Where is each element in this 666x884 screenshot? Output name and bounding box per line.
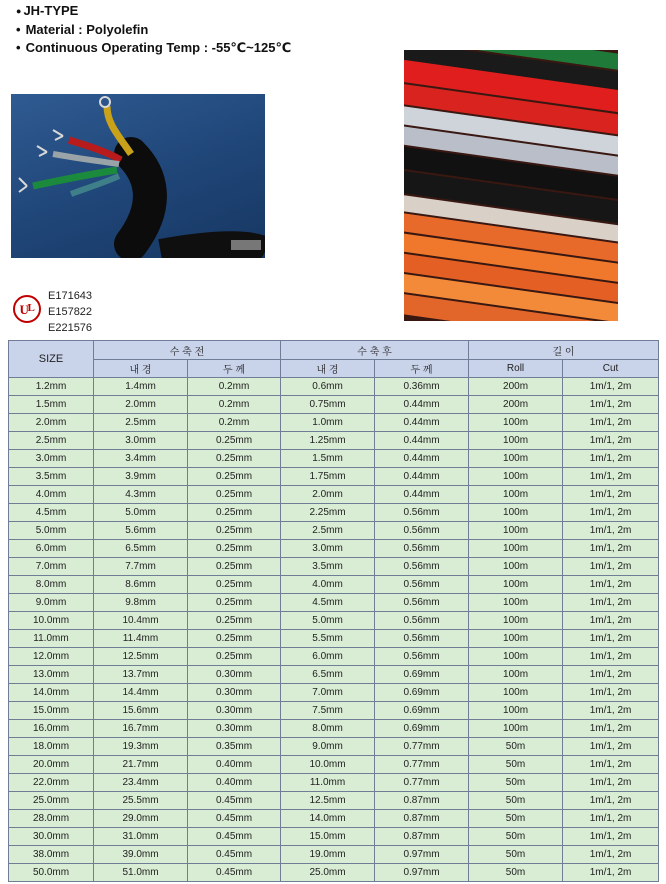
cell-thickness-before: 0.30mm: [188, 720, 281, 738]
cell-size: 16.0mm: [9, 720, 94, 738]
cell-roll: 100m: [469, 594, 563, 612]
cell-roll: 100m: [469, 576, 563, 594]
table-row: [9, 792, 659, 810]
cell-cut: 1m/1, 2m: [563, 594, 659, 612]
cell-thickness-before: 0.2mm: [188, 396, 281, 414]
product-title: ● JH-TYPE: [16, 2, 291, 21]
cell-inner-diameter-before: 13.7mm: [94, 666, 188, 684]
cell-cut: 1m/1, 2m: [563, 810, 659, 828]
cell-roll: 100m: [469, 630, 563, 648]
cell-inner-diameter-after: 3.5mm: [281, 558, 375, 576]
cell-thickness-before: 0.25mm: [188, 630, 281, 648]
certification-list: [48, 288, 92, 336]
cell-roll: 200m: [469, 378, 563, 396]
cell-roll: 100m: [469, 702, 563, 720]
cell-inner-diameter-before: 9.8mm: [94, 594, 188, 612]
cell-thickness-before: 0.45mm: [188, 846, 281, 864]
cell-inner-diameter-after: 3.0mm: [281, 540, 375, 558]
table-row: [9, 558, 659, 576]
cell-inner-diameter-before: 11.4mm: [94, 630, 188, 648]
cell-size: 38.0mm: [9, 846, 94, 864]
cell-thickness-after: 0.87mm: [375, 828, 469, 846]
cell-inner-diameter-before: 6.5mm: [94, 540, 188, 558]
cell-thickness-after: 0.69mm: [375, 720, 469, 738]
cell-size: 28.0mm: [9, 810, 94, 828]
col-thickness-after: 두 께: [375, 360, 469, 378]
cell-roll: 100m: [469, 558, 563, 576]
table-row: [9, 630, 659, 648]
cell-size: 4.0mm: [9, 486, 94, 504]
col-size-header: SIZE: [9, 341, 94, 378]
cell-inner-diameter-before: 3.9mm: [94, 468, 188, 486]
table-row: [9, 702, 659, 720]
cell-thickness-after: 0.69mm: [375, 666, 469, 684]
cell-inner-diameter-before: 7.7mm: [94, 558, 188, 576]
cell-thickness-after: 0.44mm: [375, 450, 469, 468]
cell-thickness-after: 0.77mm: [375, 774, 469, 792]
cell-inner-diameter-before: 29.0mm: [94, 810, 188, 828]
cell-thickness-after: 0.69mm: [375, 702, 469, 720]
svg-text:U: U: [19, 302, 29, 317]
cell-inner-diameter-after: 14.0mm: [281, 810, 375, 828]
cell-thickness-before: 0.2mm: [188, 414, 281, 432]
table-row: [9, 774, 659, 792]
cell-inner-diameter-before: 25.5mm: [94, 792, 188, 810]
group-after-shrink: 수 축 후: [281, 341, 469, 360]
cell-inner-diameter-before: 14.4mm: [94, 684, 188, 702]
cell-cut: 1m/1, 2m: [563, 630, 659, 648]
cell-size: 6.0mm: [9, 540, 94, 558]
cell-thickness-before: 0.25mm: [188, 576, 281, 594]
cell-cut: 1m/1, 2m: [563, 666, 659, 684]
cell-roll: 100m: [469, 612, 563, 630]
cell-inner-diameter-after: 12.5mm: [281, 792, 375, 810]
table-row: [9, 540, 659, 558]
spec-table-body: [9, 378, 659, 882]
cell-inner-diameter-after: 1.0mm: [281, 414, 375, 432]
table-row: [9, 522, 659, 540]
cell-thickness-before: 0.45mm: [188, 828, 281, 846]
cell-thickness-before: 0.25mm: [188, 594, 281, 612]
cell-inner-diameter-after: 8.0mm: [281, 720, 375, 738]
cell-roll: 200m: [469, 396, 563, 414]
cell-cut: 1m/1, 2m: [563, 576, 659, 594]
cell-inner-diameter-before: 5.6mm: [94, 522, 188, 540]
cell-size: 13.0mm: [9, 666, 94, 684]
cell-size: 10.0mm: [9, 612, 94, 630]
cell-cut: 1m/1, 2m: [563, 756, 659, 774]
col-inner-diameter-before: 내 경: [94, 360, 188, 378]
cell-cut: 1m/1, 2m: [563, 450, 659, 468]
table-row: [9, 612, 659, 630]
cell-thickness-before: 0.25mm: [188, 648, 281, 666]
cell-cut: 1m/1, 2m: [563, 414, 659, 432]
cell-roll: 50m: [469, 756, 563, 774]
cell-size: 4.5mm: [9, 504, 94, 522]
cell-cut: 1m/1, 2m: [563, 396, 659, 414]
cell-inner-diameter-after: 10.0mm: [281, 756, 375, 774]
cell-cut: 1m/1, 2m: [563, 684, 659, 702]
cell-cut: 1m/1, 2m: [563, 648, 659, 666]
col-roll: Roll: [469, 360, 563, 378]
cell-inner-diameter-after: 19.0mm: [281, 846, 375, 864]
table-row: [9, 756, 659, 774]
cell-inner-diameter-after: 2.25mm: [281, 504, 375, 522]
cell-inner-diameter-before: 19.3mm: [94, 738, 188, 756]
cell-inner-diameter-after: 9.0mm: [281, 738, 375, 756]
cell-inner-diameter-after: 0.75mm: [281, 396, 375, 414]
cell-cut: 1m/1, 2m: [563, 612, 659, 630]
table-row: [9, 684, 659, 702]
cell-inner-diameter-after: 1.25mm: [281, 432, 375, 450]
table-row: [9, 468, 659, 486]
cell-thickness-before: 0.25mm: [188, 540, 281, 558]
cell-size: 14.0mm: [9, 684, 94, 702]
cell-roll: 50m: [469, 846, 563, 864]
cell-roll: 100m: [469, 468, 563, 486]
cell-roll: 100m: [469, 486, 563, 504]
cell-size: 5.0mm: [9, 522, 94, 540]
svg-text:L: L: [27, 302, 35, 314]
cell-roll: 50m: [469, 774, 563, 792]
temperature-spec: • Continuous Operating Temp : -55℃~125℃: [16, 39, 291, 57]
table-row: [9, 810, 659, 828]
cell-thickness-before: 0.45mm: [188, 792, 281, 810]
cell-size: 3.5mm: [9, 468, 94, 486]
cell-size: 30.0mm: [9, 828, 94, 846]
cell-thickness-before: 0.25mm: [188, 612, 281, 630]
cell-inner-diameter-before: 39.0mm: [94, 846, 188, 864]
tubing-colors-photo: [404, 50, 618, 321]
cell-thickness-before: 0.25mm: [188, 558, 281, 576]
cell-size: 50.0mm: [9, 864, 94, 882]
cell-inner-diameter-after: 7.0mm: [281, 684, 375, 702]
cell-inner-diameter-before: 4.3mm: [94, 486, 188, 504]
cell-roll: 50m: [469, 792, 563, 810]
cell-inner-diameter-before: 21.7mm: [94, 756, 188, 774]
cell-inner-diameter-after: 5.5mm: [281, 630, 375, 648]
cell-roll: 100m: [469, 504, 563, 522]
spec-table: [8, 340, 659, 882]
cell-thickness-after: 0.56mm: [375, 576, 469, 594]
cell-size: 20.0mm: [9, 756, 94, 774]
cell-thickness-before: 0.45mm: [188, 864, 281, 882]
cell-thickness-before: 0.30mm: [188, 702, 281, 720]
cell-inner-diameter-before: 10.4mm: [94, 612, 188, 630]
cell-roll: 100m: [469, 540, 563, 558]
cell-inner-diameter-before: 5.0mm: [94, 504, 188, 522]
cell-roll: 100m: [469, 450, 563, 468]
cell-roll: 100m: [469, 522, 563, 540]
material-spec: • Material : Polyolefin: [16, 21, 291, 39]
cell-inner-diameter-before: 2.0mm: [94, 396, 188, 414]
cell-size: 3.0mm: [9, 450, 94, 468]
cell-thickness-after: 0.44mm: [375, 414, 469, 432]
cell-thickness-after: 0.77mm: [375, 738, 469, 756]
table-row: [9, 504, 659, 522]
cell-thickness-before: 0.45mm: [188, 810, 281, 828]
col-cut: Cut: [563, 360, 659, 378]
table-row: [9, 648, 659, 666]
cell-thickness-before: 0.25mm: [188, 432, 281, 450]
cell-inner-diameter-before: 3.4mm: [94, 450, 188, 468]
cell-size: 11.0mm: [9, 630, 94, 648]
cell-inner-diameter-before: 15.6mm: [94, 702, 188, 720]
cell-cut: 1m/1, 2m: [563, 792, 659, 810]
table-row: [9, 594, 659, 612]
cert-number: E221576: [48, 322, 93, 334]
cell-thickness-after: 0.97mm: [375, 864, 469, 882]
cell-inner-diameter-after: 2.0mm: [281, 486, 375, 504]
group-before-shrink: 수 축 전: [94, 341, 281, 360]
cell-thickness-after: 0.56mm: [375, 558, 469, 576]
cell-size: 12.0mm: [9, 648, 94, 666]
table-row: [9, 828, 659, 846]
cell-thickness-before: 0.25mm: [188, 468, 281, 486]
cell-thickness-before: 0.25mm: [188, 522, 281, 540]
cell-thickness-after: 0.56mm: [375, 630, 469, 648]
table-row: [9, 396, 659, 414]
table-row: [9, 576, 659, 594]
cell-thickness-before: 0.2mm: [188, 378, 281, 396]
cell-thickness-before: 0.25mm: [188, 450, 281, 468]
cell-inner-diameter-after: 0.6mm: [281, 378, 375, 396]
table-row: [9, 846, 659, 864]
table-row: [9, 720, 659, 738]
cell-inner-diameter-before: 51.0mm: [94, 864, 188, 882]
cell-roll: 100m: [469, 648, 563, 666]
cell-inner-diameter-after: 1.75mm: [281, 468, 375, 486]
cell-roll: 100m: [469, 666, 563, 684]
cell-inner-diameter-before: 23.4mm: [94, 774, 188, 792]
cell-thickness-before: 0.30mm: [188, 666, 281, 684]
cell-thickness-before: 0.30mm: [188, 684, 281, 702]
cell-inner-diameter-after: 1.5mm: [281, 450, 375, 468]
cell-thickness-after: 0.77mm: [375, 756, 469, 774]
ul-logo-icon: [12, 294, 42, 329]
cell-thickness-after: 0.44mm: [375, 396, 469, 414]
table-row: [9, 414, 659, 432]
cell-inner-diameter-after: 4.0mm: [281, 576, 375, 594]
cell-cut: 1m/1, 2m: [563, 558, 659, 576]
cell-thickness-after: 0.56mm: [375, 504, 469, 522]
cell-thickness-before: 0.35mm: [188, 738, 281, 756]
cell-thickness-after: 0.44mm: [375, 432, 469, 450]
cable-harness-photo: [11, 94, 265, 258]
group-length: 길 이: [469, 341, 659, 360]
cell-cut: 1m/1, 2m: [563, 720, 659, 738]
cell-thickness-after: 0.56mm: [375, 594, 469, 612]
cell-thickness-after: 0.56mm: [375, 648, 469, 666]
cell-cut: 1m/1, 2m: [563, 828, 659, 846]
cell-thickness-after: 0.56mm: [375, 540, 469, 558]
cell-thickness-after: 0.44mm: [375, 468, 469, 486]
cell-size: 7.0mm: [9, 558, 94, 576]
cell-size: 22.0mm: [9, 774, 94, 792]
cell-inner-diameter-before: 8.6mm: [94, 576, 188, 594]
cert-number: E171643: [48, 290, 93, 302]
cell-size: 9.0mm: [9, 594, 94, 612]
cell-inner-diameter-after: 11.0mm: [281, 774, 375, 792]
product-header: [16, 2, 291, 57]
cell-inner-diameter-before: 12.5mm: [94, 648, 188, 666]
cell-size: 1.5mm: [9, 396, 94, 414]
cell-thickness-after: 0.44mm: [375, 486, 469, 504]
cell-roll: 50m: [469, 810, 563, 828]
cell-thickness-after: 0.87mm: [375, 792, 469, 810]
table-row: [9, 738, 659, 756]
cell-inner-diameter-after: 15.0mm: [281, 828, 375, 846]
cell-inner-diameter-after: 5.0mm: [281, 612, 375, 630]
cell-thickness-after: 0.56mm: [375, 612, 469, 630]
table-row: [9, 378, 659, 396]
cell-cut: 1m/1, 2m: [563, 738, 659, 756]
cell-inner-diameter-after: 4.5mm: [281, 594, 375, 612]
cell-cut: 1m/1, 2m: [563, 468, 659, 486]
cell-inner-diameter-after: 2.5mm: [281, 522, 375, 540]
cert-number: E157822: [48, 306, 93, 318]
cell-inner-diameter-before: 1.4mm: [94, 378, 188, 396]
cell-roll: 50m: [469, 864, 563, 882]
cell-size: 18.0mm: [9, 738, 94, 756]
cell-inner-diameter-after: 6.5mm: [281, 666, 375, 684]
cell-cut: 1m/1, 2m: [563, 378, 659, 396]
cell-thickness-after: 0.87mm: [375, 810, 469, 828]
cell-inner-diameter-before: 31.0mm: [94, 828, 188, 846]
cell-thickness-after: 0.36mm: [375, 378, 469, 396]
cell-size: 1.2mm: [9, 378, 94, 396]
cell-roll: 100m: [469, 720, 563, 738]
cell-thickness-before: 0.25mm: [188, 486, 281, 504]
table-row: [9, 666, 659, 684]
cell-roll: 100m: [469, 414, 563, 432]
cell-thickness-after: 0.69mm: [375, 684, 469, 702]
cell-cut: 1m/1, 2m: [563, 522, 659, 540]
cell-inner-diameter-after: 7.5mm: [281, 702, 375, 720]
cell-inner-diameter-after: 6.0mm: [281, 648, 375, 666]
cell-roll: 50m: [469, 828, 563, 846]
cell-cut: 1m/1, 2m: [563, 774, 659, 792]
col-inner-diameter-after: 내 경: [281, 360, 375, 378]
table-row: [9, 432, 659, 450]
cell-size: 8.0mm: [9, 576, 94, 594]
cell-cut: 1m/1, 2m: [563, 432, 659, 450]
table-row: [9, 864, 659, 882]
cell-inner-diameter-after: 25.0mm: [281, 864, 375, 882]
cell-cut: 1m/1, 2m: [563, 846, 659, 864]
cell-cut: 1m/1, 2m: [563, 702, 659, 720]
cell-thickness-before: 0.25mm: [188, 504, 281, 522]
cell-cut: 1m/1, 2m: [563, 864, 659, 882]
cell-size: 15.0mm: [9, 702, 94, 720]
table-row: [9, 450, 659, 468]
cell-thickness-before: 0.40mm: [188, 756, 281, 774]
cell-size: 2.0mm: [9, 414, 94, 432]
cell-size: 2.5mm: [9, 432, 94, 450]
cell-thickness-after: 0.97mm: [375, 846, 469, 864]
cell-cut: 1m/1, 2m: [563, 486, 659, 504]
cell-thickness-before: 0.40mm: [188, 774, 281, 792]
cell-roll: 100m: [469, 432, 563, 450]
col-thickness-before: 두 께: [188, 360, 281, 378]
cell-inner-diameter-before: 2.5mm: [94, 414, 188, 432]
cell-inner-diameter-before: 16.7mm: [94, 720, 188, 738]
cell-size: 25.0mm: [9, 792, 94, 810]
cell-cut: 1m/1, 2m: [563, 504, 659, 522]
table-row: [9, 486, 659, 504]
cell-inner-diameter-before: 3.0mm: [94, 432, 188, 450]
cell-roll: 50m: [469, 738, 563, 756]
cell-thickness-after: 0.56mm: [375, 522, 469, 540]
cell-cut: 1m/1, 2m: [563, 540, 659, 558]
cell-roll: 100m: [469, 684, 563, 702]
